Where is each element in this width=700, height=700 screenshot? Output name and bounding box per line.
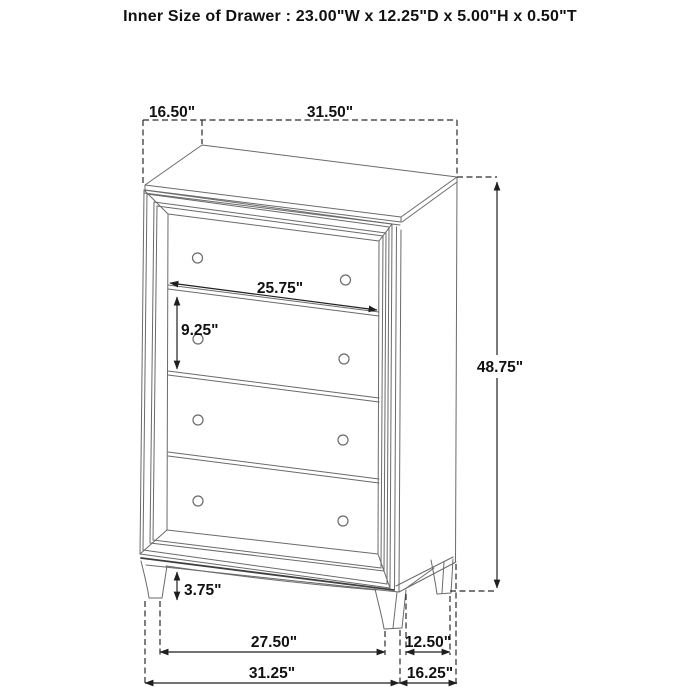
knob-icon — [339, 354, 349, 364]
knob-icon — [193, 415, 203, 425]
dim-label-drawer-height: 9.25" — [181, 322, 219, 339]
dim-label-overall-height: 48.75" — [476, 359, 524, 376]
dim-label-top-depth: 16.50" — [148, 104, 196, 121]
page-title: Inner Size of Drawer : 23.00"W x 12.25"D x 5.00"H x 0.50"T — [123, 8, 577, 25]
knob-icon — [338, 516, 348, 526]
knob-icon — [193, 253, 203, 263]
dim-label-overall-width: 31.25" — [248, 665, 296, 682]
chest-drawing — [140, 145, 457, 629]
dim-label-leg-height: 3.75" — [184, 582, 222, 599]
drawer-gaps — [168, 285, 379, 483]
dim-label-front-leg-spacing: 27.50" — [250, 634, 298, 651]
chest-top — [144, 145, 457, 225]
dim-label-overall-depth: 16.25" — [406, 665, 454, 682]
knob-icon — [341, 275, 351, 285]
dim-label-top-width: 31.50" — [306, 104, 354, 121]
knob-icon — [338, 435, 348, 445]
dim-label-drawer-width: 25.75" — [256, 280, 304, 297]
extension-lines — [143, 120, 497, 686]
dim-label-side-leg-spacing: 12.50" — [404, 634, 452, 651]
chest-case — [140, 178, 457, 592]
knob-icon — [193, 496, 203, 506]
